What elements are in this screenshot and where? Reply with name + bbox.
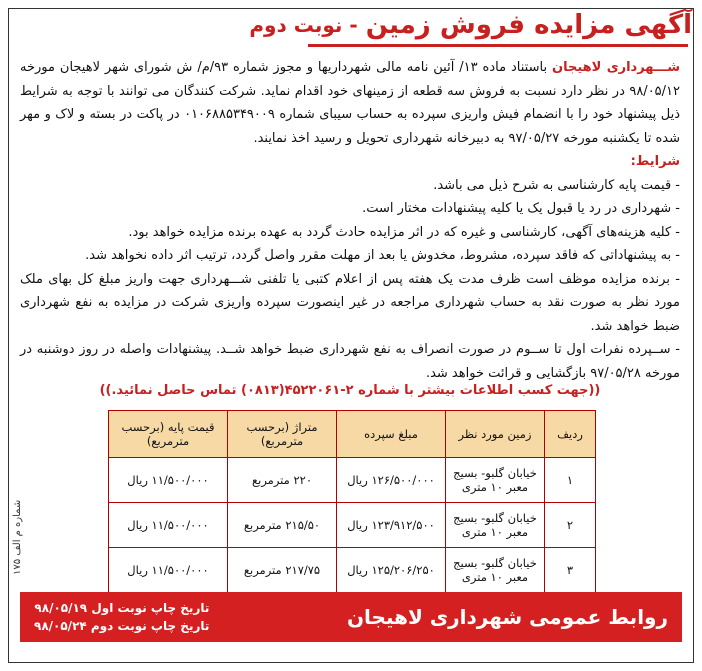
header-deposit: مبلغ سپرده: [337, 411, 446, 458]
print-date-second: تاریخ چاپ نوبت دوم ۹۸/۰۵/۲۴: [34, 619, 210, 633]
table-row: [109, 458, 596, 503]
footer-banner: [20, 592, 682, 642]
cell-row-number: ۲: [545, 503, 596, 548]
header-land: زمین مورد نظر: [446, 411, 545, 458]
footer-org: روابط عمومی شهرداری لاهیجان: [346, 605, 668, 629]
condition-item: - قیمت پایه کارشناسی به شرح ذیل می باشد.: [433, 177, 680, 193]
ad-subtitle: - نوبت دوم: [249, 13, 358, 37]
land-table: [108, 410, 596, 593]
cell-land: خیابان گلبو- بسیج معبر ۱۰ متری: [446, 458, 545, 503]
ad-header: [250, 4, 692, 46]
cell-land: خیابان گلبو- بسیج معبر ۱۰ متری: [446, 548, 545, 593]
cell-row-number: ۱: [545, 458, 596, 503]
table-row: [109, 503, 596, 548]
header-row-number: ردیف: [545, 411, 596, 458]
intro-lead: شـــهرداری لاهیجان: [552, 60, 680, 75]
condition-item: - به پیشنهاداتی که فاقد سپرده، مشروط، مخدوش یا بعد از مهلت مقرر واصل گردد، ترتیب اثر داده نخواهد شد.: [85, 248, 680, 263]
cell-base-price: ۱۱/۵۰۰/۰۰۰ ریال: [109, 458, 228, 503]
table-row: [109, 548, 596, 593]
cell-base-price: ۱۱/۵۰۰/۰۰۰ ریال: [109, 503, 228, 548]
cell-row-number: ۳: [545, 548, 596, 593]
contact-line: ((جهت کسب اطلاعات بیشتر با شماره ۲-۴۵۲۲۰۶۱(۰۸۱۳) تماس حاصل نمائید.)): [99, 383, 601, 398]
condition-item: - شهرداری در رد یا قبول یک یا کلیه پیشنهادات مختار است.: [362, 201, 680, 216]
cell-area: ۲۲۰ مترمربع: [228, 458, 337, 503]
header-base-price: قیمت پایه (برحسب مترمربع): [109, 411, 228, 458]
condition-item: - کلیه هزینه‌های آگهی، کارشناسی و غیره که در اثر مزایده حادث گردد به عهده برنده مزایده خواهد بود.: [128, 224, 680, 240]
intro-text: باستناد ماده ۱۳/ آئین نامه مالی شهرداریها و مجوز شماره ۹۳/م/ ش شورای شهر لاهیجان مورخه ۹۸/۰۵/۱۲ در نظر دارد نسبت به فروش سه قطعه از زمینهای خود اقدام نماید. شرکت کنندگان می توانند با توجه به شرایط ذیل پیشنهاد خود را با انضمام فیش واریزی سپرده به حساب سیبای شماره ۰۱۰۶۸۸۵۳۴۹۰۰۹ در پاکت در بسته و لاک و مهر شده تا یکشنبه مورخه ۹۷/۰۵/۲۷ به دبیرخانه شهرداری تحویل و رسید اخذ نمایند.: [20, 60, 680, 146]
header-area: متراژ (برحسب مترمربع): [228, 411, 337, 458]
print-date-first: تاریخ چاپ نوبت اول ۹۸/۰۵/۱۹: [34, 601, 210, 615]
condition-item: - ســپرده نفرات اول تا ســوم در صورت انصراف به نفع شهرداری ضبط خواهد شــد. پیشنهادات واصله در روز دوشنبه در مورخه ۹۷/۰۵/۲۸ بازگشایی و قرائت خواهد شد.: [20, 342, 680, 381]
intro-paragraph: [20, 56, 680, 150]
ad-title: آگهی مزایده فروش زمین: [365, 10, 692, 40]
table-header-row: [109, 411, 596, 458]
cell-land: خیابان گلبو- بسیج معبر ۱۰ متری: [446, 503, 545, 548]
cell-deposit: ۱۲۳/۹۱۲/۵۰۰ ریال: [337, 503, 446, 548]
cell-area: ۲۱۷/۷۵ مترمربع: [228, 548, 337, 593]
title-underline: [308, 44, 688, 47]
footer-dates: [34, 599, 209, 635]
conditions-title: شرایط:: [630, 154, 680, 169]
cell-deposit: ۱۲۶/۵۰۰/۰۰۰ ریال: [337, 458, 446, 503]
cell-deposit: ۱۲۵/۲۰۶/۲۵۰ ریال: [337, 548, 446, 593]
cell-area: ۲۱۵/۵۰ مترمربع: [228, 503, 337, 548]
condition-item: - برنده مزایده موظف است ظرف مدت یک هفته پس از اعلام کتبی یا تلفنی شـــهرداری جهت واریز مبلغ کل بهای ملک مورد نظر به صورت نقد به حساب شهرداری مراجعه در غیر اینصورت سپرده واریزی شرکت در مزایده به نفع شهرداری ضبط خواهد شد.: [20, 271, 680, 334]
ad-body: [20, 56, 680, 385]
cell-base-price: ۱۱/۵۰۰/۰۰۰ ریال: [109, 548, 228, 593]
ad-serial-note: شماره م الف ۱۷۵: [12, 500, 23, 576]
